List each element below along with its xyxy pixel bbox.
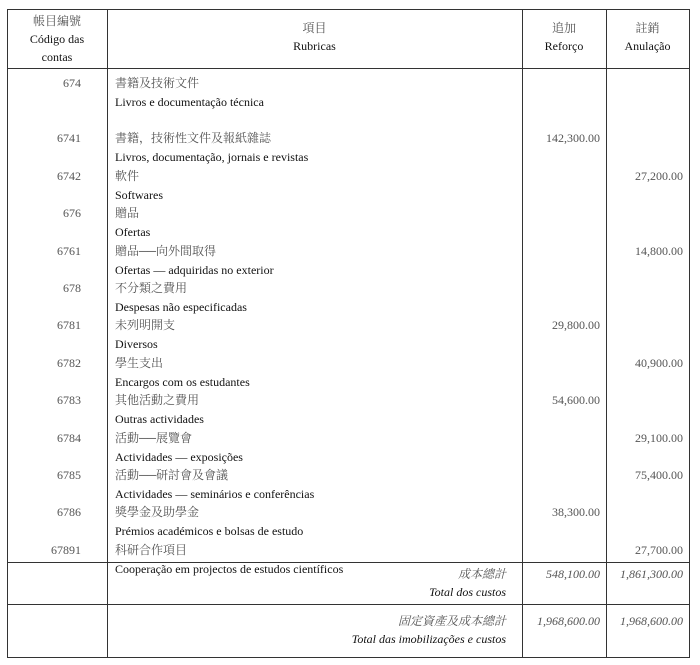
header-rubric-pt: Rubricas	[293, 39, 336, 53]
account-code: 6783	[57, 393, 81, 407]
rubric-pt: Livros e documentação técnica	[115, 95, 264, 109]
reforco-value: 54,600.00	[552, 393, 600, 407]
account-code: 676	[63, 206, 81, 220]
rubric-zh: 其他活動之費用	[115, 393, 200, 407]
account-code: 6781	[57, 318, 81, 332]
header-code-pt-line2: contas	[41, 50, 73, 64]
account-code: 674	[63, 76, 81, 90]
rubric-zh: 未列明開支	[115, 318, 176, 332]
rubric-zh: 活動──研討會及會議	[115, 468, 229, 482]
account-code: 6741	[57, 131, 81, 145]
account-code: 67891	[51, 543, 81, 557]
reforco-value: 142,300.00	[546, 131, 600, 145]
rubric-pt: Actividades — exposições	[115, 450, 243, 464]
account-code: 678	[63, 281, 81, 295]
top-border	[7, 9, 690, 10]
reforco-value: 29,800.00	[552, 318, 600, 332]
header-reforco-zh: 追加	[551, 21, 576, 35]
body-bottom-border	[7, 562, 690, 563]
rubric-pt: Ofertas — adquiridas no exterior	[115, 263, 274, 277]
anulacao-value: 27,700.00	[635, 543, 683, 557]
rubric-zh: 科研合作項目	[115, 543, 188, 557]
header-code-zh: 帳目編號	[32, 14, 81, 28]
header-bottom-border	[7, 68, 690, 69]
reforco-value: 38,300.00	[552, 505, 600, 519]
total-costs-pt: Total dos custos	[429, 585, 506, 599]
anulacao-value: 27,200.00	[635, 169, 683, 183]
header-code-pt-line1: Código das	[29, 32, 85, 46]
header-rubric-zh: 項目	[302, 21, 327, 35]
total-costs-anulacao: 1,861,300.00	[620, 567, 683, 581]
header-anulacao-zh: 註銷	[635, 21, 660, 35]
grand-total-zh: 固定資產及成本總計	[397, 614, 506, 628]
account-code: 6785	[57, 468, 81, 482]
rubric-zh: 不分類之費用	[115, 281, 188, 295]
anulacao-value: 14,800.00	[635, 244, 683, 258]
rubric-zh: 活動──展覽會	[115, 431, 193, 445]
rubric-pt: Actividades — seminários e conferências	[115, 487, 315, 501]
grand-total-anulacao: 1,968,600.00	[620, 614, 683, 628]
rubric-pt: Livros, documentação, jornais e revistas	[115, 150, 309, 164]
left-border	[7, 9, 8, 658]
account-code: 6784	[57, 431, 81, 445]
rubric-column-divider	[522, 9, 523, 658]
rubric-pt: Cooperação em projectos de estudos científicos	[115, 562, 344, 576]
rubric-zh: 軟件	[115, 169, 140, 183]
rubric-pt: Prémios académicos e bolsas de estudo	[115, 524, 304, 538]
rubric-zh: 獎學金及助學金	[115, 505, 200, 519]
rubric-pt: Despesas não especificadas	[115, 300, 247, 314]
reforco-column-divider	[606, 9, 607, 658]
anulacao-value: 29,100.00	[635, 431, 683, 445]
rubric-pt: Softwares	[115, 188, 163, 202]
rubric-pt: Encargos com os estudantes	[115, 375, 250, 389]
account-code: 6761	[57, 244, 81, 258]
header-anulacao-pt: Anulação	[624, 39, 671, 53]
account-code: 6786	[57, 505, 81, 519]
grand-total-pt: Total das imobilizações e custos	[351, 632, 506, 646]
rubric-pt: Outras actividades	[115, 412, 204, 426]
rubric-zh: 贈品	[115, 206, 140, 220]
total-costs-bottom-border	[7, 604, 690, 605]
table-bottom-border	[7, 657, 690, 658]
account-code: 6742	[57, 169, 81, 183]
total-costs-zh: 成本總計	[457, 567, 506, 581]
right-border	[689, 9, 690, 658]
anulacao-value: 40,900.00	[635, 356, 683, 370]
code-column-divider	[107, 9, 108, 658]
anulacao-value: 75,400.00	[635, 468, 683, 482]
rubric-zh: 學生支出	[115, 356, 164, 370]
rubric-pt: Ofertas	[115, 225, 151, 239]
rubric-zh: 贈品──向外間取得	[115, 244, 217, 258]
rubric-pt: Diversos	[115, 337, 158, 351]
rubric-zh: 書籍及技術文件	[115, 76, 200, 90]
header-reforco-pt: Reforço	[544, 39, 584, 53]
total-costs-reforco: 548,100.00	[546, 567, 600, 581]
account-code: 6782	[57, 356, 81, 370]
rubric-zh: 書籍，技術性文件及報紙雜誌	[115, 131, 272, 145]
grand-total-reforco: 1,968,600.00	[537, 614, 600, 628]
